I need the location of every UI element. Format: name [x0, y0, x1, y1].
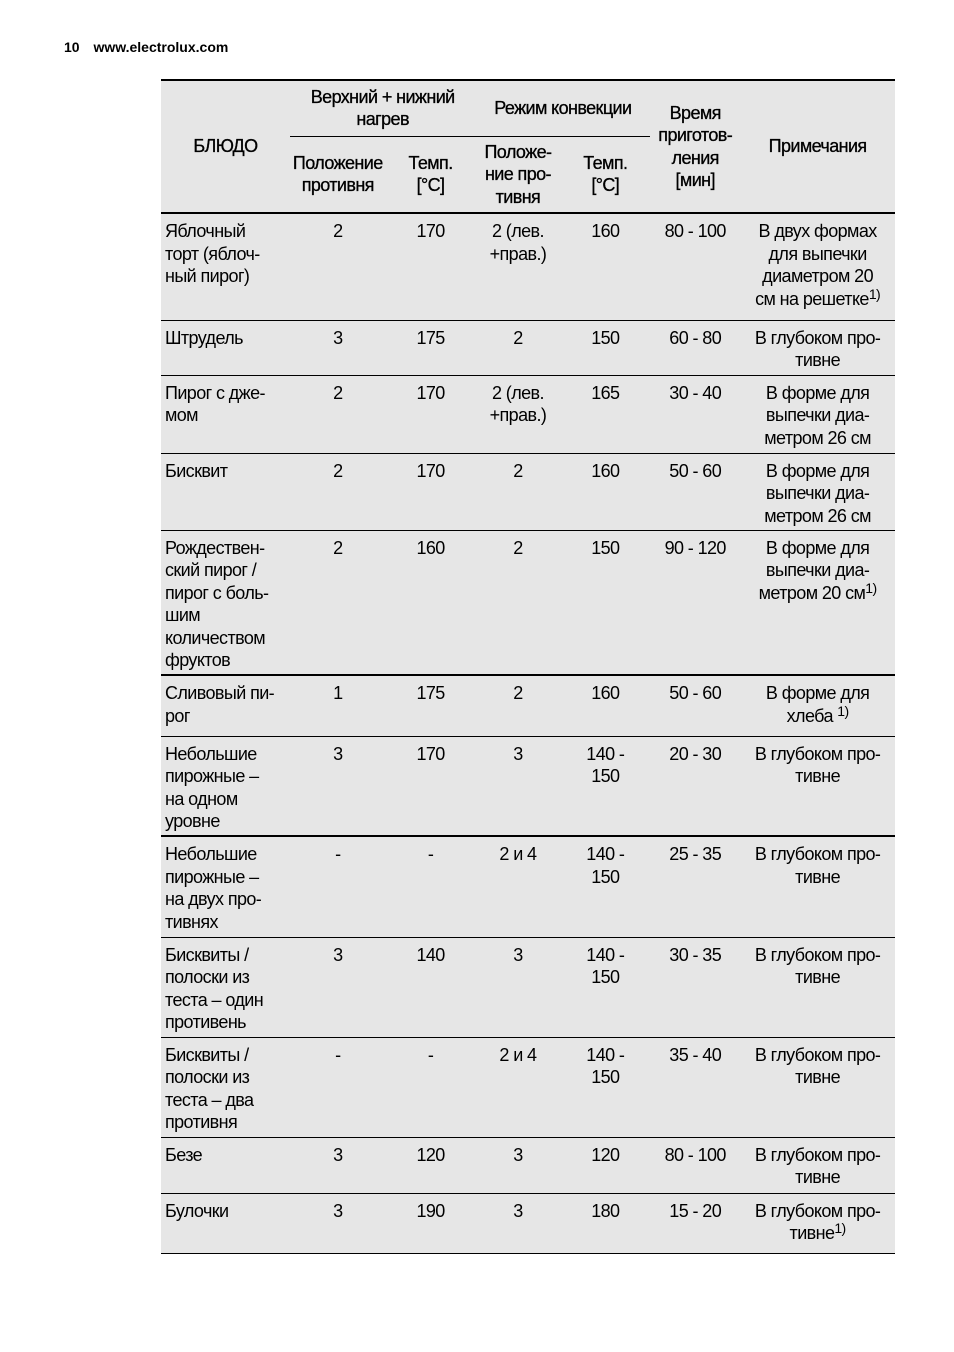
cell-conv-pos — [475, 937, 560, 1037]
table-row — [161, 375, 895, 453]
cell-tb-pos — [290, 937, 386, 1037]
cell-time — [650, 736, 740, 836]
cell-conv-pos — [475, 1137, 560, 1193]
cell-conv-pos — [475, 213, 560, 320]
cell-conv-pos — [475, 675, 560, 736]
conv-temp-text: 160 — [591, 221, 620, 241]
cell-conv-temp — [560, 453, 650, 530]
cell-dish — [161, 530, 290, 675]
notes-text: В глубоком про- тивне — [754, 844, 881, 887]
tb-temp-text: 170 — [416, 460, 445, 481]
conv-pos-text: 3 — [513, 944, 523, 965]
cell-notes — [740, 530, 895, 675]
cell-conv-pos — [475, 836, 560, 937]
baking-table — [161, 79, 895, 1254]
conv-temp-text: 140 - 150 — [586, 1044, 625, 1087]
tb-pos-text: 3 — [333, 743, 343, 764]
dish-text: Бисквит — [165, 460, 228, 481]
dish-text: Сливовый пи- рог — [165, 683, 275, 726]
footnote-mark: 1) — [837, 702, 849, 719]
header-tb-temp: Темп. [°C] — [386, 136, 476, 213]
cell-conv-temp — [560, 1137, 650, 1193]
time-text: 30 - 35 — [669, 944, 722, 965]
header-dish: БЛЮДО — [193, 136, 258, 157]
conv-temp-text: 165 — [591, 382, 620, 403]
footnote-mark: 1) — [868, 285, 881, 302]
tb-pos-text: - — [335, 844, 341, 864]
conv-pos-text: 2 — [513, 327, 523, 348]
cell-dish — [161, 675, 290, 736]
header-convection: Режим конвекции — [494, 98, 632, 118]
cell-tb-pos — [290, 736, 386, 836]
cell-time — [650, 836, 740, 937]
cell-dish — [161, 836, 290, 937]
cell-notes — [740, 1193, 895, 1253]
conv-pos-text: 3 — [513, 1144, 523, 1165]
cell-tb-pos — [290, 375, 386, 453]
cell-time — [650, 1037, 740, 1137]
cell-conv-temp — [560, 736, 650, 836]
header-notes: Примечания — [768, 136, 867, 157]
table-row — [161, 736, 895, 836]
cell-time — [650, 675, 740, 736]
header-time: Время приготов- ления [мин] — [658, 102, 733, 190]
cell-tb-pos — [290, 453, 386, 530]
cell-notes — [740, 375, 895, 453]
time-text: 80 - 100 — [664, 1144, 726, 1165]
cell-tb-temp — [386, 530, 476, 675]
tb-temp-text: 160 — [416, 537, 445, 558]
cell-tb-temp — [386, 1193, 476, 1253]
notes-text: В глубоком про- тивне — [754, 1200, 881, 1243]
cell-tb-temp — [386, 937, 476, 1037]
header-tb-position: Положение противня — [290, 136, 386, 213]
cell-tb-temp — [386, 1037, 476, 1137]
notes-text: В глубоком про- тивне — [754, 944, 881, 987]
conv-pos-text: 2 и 4 — [499, 844, 537, 864]
tb-temp-text: 175 — [416, 683, 445, 703]
notes-text: В форме для выпечки диа- метром 26 см — [764, 460, 871, 526]
conv-pos-text: 2 (лев. +прав.) — [489, 382, 547, 425]
cell-time — [650, 375, 740, 453]
cell-dish — [161, 1193, 290, 1253]
cell-tb-temp — [386, 213, 476, 320]
notes-text: В форме для выпечки диа- метром 20 см — [758, 537, 870, 603]
cell-conv-temp — [560, 320, 650, 375]
conv-pos-text: 2 — [513, 683, 523, 703]
dish-text: Пирог с дже- мом — [165, 382, 265, 425]
dish-text: Бисквиты / полоски из теста – два противня — [165, 1044, 254, 1132]
dish-text: Небольшие пирожные – на двух про- тивнях — [165, 844, 262, 932]
cell-tb-pos — [290, 213, 386, 320]
cell-dish — [161, 1137, 290, 1193]
notes-text: В глубоком про- тивне — [754, 743, 881, 786]
cell-conv-temp — [560, 675, 650, 736]
table-row — [161, 675, 895, 736]
table-row — [161, 530, 895, 675]
cell-time — [650, 320, 740, 375]
tb-temp-text: 170 — [416, 221, 445, 241]
cell-conv-temp — [560, 530, 650, 675]
cell-tb-temp — [386, 375, 476, 453]
cell-tb-pos — [290, 1137, 386, 1193]
time-text: 90 - 120 — [664, 537, 726, 558]
tb-temp-text: 170 — [416, 382, 445, 403]
table-row — [161, 213, 895, 320]
tb-temp-text: 175 — [416, 327, 445, 348]
tb-temp-text: 140 — [416, 944, 445, 965]
conv-temp-text: 150 — [591, 537, 620, 558]
page-header — [64, 39, 238, 55]
notes-text: В форме для хлеба — [765, 683, 870, 726]
cell-conv-temp — [560, 937, 650, 1037]
cell-tb-pos — [290, 1193, 386, 1253]
tb-pos-text: - — [335, 1044, 341, 1065]
table-row — [161, 1037, 895, 1137]
cell-conv-pos — [475, 530, 560, 675]
conv-temp-text: 160 — [591, 683, 620, 703]
conv-temp-text: 180 — [591, 1200, 620, 1221]
cell-conv-temp — [560, 1037, 650, 1137]
cell-time — [650, 1193, 740, 1253]
footnote-mark: 1) — [834, 1220, 846, 1236]
cell-conv-temp — [560, 836, 650, 937]
tb-pos-text: 3 — [333, 327, 343, 348]
cell-notes — [740, 213, 895, 320]
header-conv-position: Положе- ние про- тивня — [475, 136, 560, 213]
cell-conv-temp — [560, 213, 650, 320]
time-text: 35 - 40 — [669, 1044, 722, 1065]
cell-tb-temp — [386, 453, 476, 530]
cell-tb-temp — [386, 736, 476, 836]
conv-temp-text: 140 - 150 — [586, 844, 625, 887]
tb-temp-text: 170 — [416, 743, 445, 764]
dish-text: Булочки — [165, 1200, 229, 1221]
conv-temp-text: 160 — [591, 460, 620, 481]
table-row — [161, 320, 895, 375]
conv-pos-text: 2 и 4 — [499, 1044, 537, 1065]
time-text: 25 - 35 — [669, 844, 722, 864]
tb-pos-text: 3 — [333, 1144, 343, 1165]
conv-pos-text: 3 — [513, 1200, 523, 1221]
tb-temp-text: - — [427, 1044, 434, 1065]
cell-time — [650, 1137, 740, 1193]
cell-notes — [740, 1137, 895, 1193]
cell-time — [650, 530, 740, 675]
cell-conv-pos — [475, 375, 560, 453]
tb-temp-text: - — [427, 844, 434, 864]
time-text: 50 - 60 — [669, 460, 722, 481]
table-row — [161, 1137, 895, 1193]
cell-dish — [161, 453, 290, 530]
time-text: 20 - 30 — [669, 743, 722, 764]
dish-text: Штрудель — [165, 327, 243, 348]
cell-dish — [161, 320, 290, 375]
tb-pos-text: 2 — [333, 382, 343, 403]
dish-text: Бисквиты / полоски из теста – один противень — [165, 944, 264, 1032]
table-row — [161, 836, 895, 937]
site-url: www.electrolux.com — [93, 39, 229, 55]
cell-conv-temp — [560, 1193, 650, 1253]
cell-dish — [161, 1037, 290, 1137]
cell-tb-pos — [290, 836, 386, 937]
cell-notes — [740, 1037, 895, 1137]
cell-dish — [161, 375, 290, 453]
time-text: 30 - 40 — [669, 382, 722, 403]
conv-temp-text: 140 - 150 — [586, 743, 625, 786]
notes-text: В глубоком про- тивне — [754, 327, 881, 370]
cell-dish — [161, 736, 290, 836]
notes-text: В форме для выпечки диа- метром 26 см — [764, 382, 871, 448]
conv-pos-text: 2 — [513, 537, 523, 558]
cell-conv-temp — [560, 375, 650, 453]
notes-text: В глубоком про- тивне — [754, 1044, 881, 1087]
tb-temp-text: 120 — [416, 1144, 445, 1165]
cell-notes — [740, 675, 895, 736]
cell-tb-pos — [290, 1037, 386, 1137]
time-text: 80 - 100 — [664, 221, 726, 241]
cell-conv-pos — [475, 320, 560, 375]
tb-pos-text: 2 — [333, 221, 343, 241]
dish-text: Рождествен- ский пирог / пирог с боль- шим количеством фруктов — [165, 537, 269, 670]
cell-conv-pos — [475, 1037, 560, 1137]
cell-tb-pos — [290, 530, 386, 675]
cell-dish — [161, 213, 290, 320]
cell-notes — [740, 836, 895, 937]
footnote-mark: 1) — [865, 579, 877, 596]
tb-pos-text: 3 — [333, 1200, 343, 1221]
tb-pos-text: 2 — [333, 460, 343, 481]
tb-temp-text: 190 — [416, 1200, 445, 1221]
header-conv-temp: Темп. [°C] — [560, 136, 650, 213]
conv-pos-text: 2 — [513, 460, 523, 481]
cell-time — [650, 937, 740, 1037]
page-number: 10 — [64, 39, 80, 55]
conv-pos-text: 3 — [513, 743, 523, 764]
notes-text: В двух формах для выпечки диаметром 20 см на решетке — [755, 221, 877, 309]
tb-pos-text: 3 — [333, 944, 343, 965]
conv-temp-text: 120 — [591, 1144, 620, 1165]
time-text: 15 - 20 — [669, 1200, 722, 1221]
dish-text: Небольшие пирожные – на одном уровне — [165, 743, 259, 831]
time-text: 50 - 60 — [669, 683, 722, 703]
cell-tb-pos — [290, 320, 386, 375]
cell-conv-pos — [475, 453, 560, 530]
tb-pos-text: 2 — [333, 537, 343, 558]
conv-pos-text: 2 (лев. +прав.) — [489, 221, 547, 264]
cell-tb-temp — [386, 1137, 476, 1193]
conv-temp-text: 140 - 150 — [586, 944, 625, 987]
cell-tb-temp — [386, 675, 476, 736]
notes-text: В глубоком про- тивне — [754, 1144, 881, 1187]
table-row — [161, 937, 895, 1037]
header-top-bottom-heat: Верхний + нижний нагрев — [310, 86, 455, 130]
table-row — [161, 453, 895, 530]
cell-conv-pos — [475, 736, 560, 836]
cell-time — [650, 453, 740, 530]
cell-time — [650, 213, 740, 320]
cell-notes — [740, 937, 895, 1037]
dish-text: Безе — [165, 1144, 203, 1165]
cell-dish — [161, 937, 290, 1037]
table-row — [161, 1193, 895, 1253]
cell-notes — [740, 453, 895, 530]
cell-conv-pos — [475, 1193, 560, 1253]
cell-notes — [740, 736, 895, 836]
cell-notes — [740, 320, 895, 375]
cell-tb-temp — [386, 320, 476, 375]
time-text: 60 - 80 — [669, 327, 722, 348]
conv-temp-text: 150 — [591, 327, 620, 348]
tb-pos-text: 1 — [333, 683, 343, 703]
dish-text: Яблочный торт (яблоч- ный пирог) — [165, 221, 260, 286]
cell-tb-temp — [386, 836, 476, 937]
cell-tb-pos — [290, 675, 386, 736]
